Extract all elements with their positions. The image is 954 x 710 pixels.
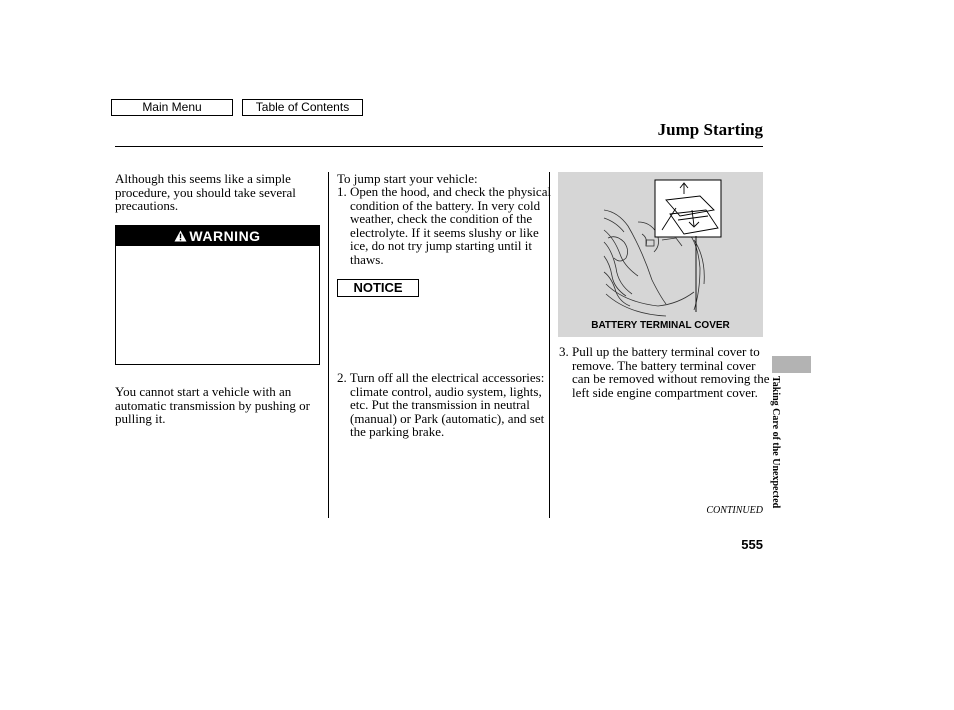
warning-triangle-icon (174, 230, 187, 242)
page-title: Jump Starting (657, 120, 763, 139)
warning-box (115, 225, 320, 365)
continued-label: CONTINUED (706, 505, 763, 516)
section-tab-marker (772, 356, 811, 373)
notice-label: NOTICE (337, 279, 419, 297)
automatic-transmission-note: You cannot start a vehicle with an automatic transmission by pushing or pulling it. (115, 384, 310, 426)
page-number: 555 (741, 537, 763, 552)
intro-paragraph: Although this seems like a simple procedure, you should take several precautions. (115, 171, 296, 213)
warning-label: WARNING (189, 228, 261, 244)
table-of-contents-button[interactable]: Table of Contents (242, 99, 363, 116)
figure-label: BATTERY TERMINAL COVER (591, 320, 730, 331)
steps-heading: To jump start your vehicle: (337, 171, 478, 186)
section-tab-label: Taking Care of the Unexpected (770, 376, 781, 509)
warning-header (116, 226, 319, 246)
battery-terminal-cover-illustration (558, 172, 763, 337)
header-rule (115, 146, 763, 147)
engine-bay-drawing (558, 172, 763, 337)
step-2: 2. Turn off all the electrical accessories: climate control, audio system, lights, etc. Put the transmission in neutral (manual) or Park (automatic), and set the parking brake. (337, 370, 545, 439)
main-menu-button[interactable]: Main Menu (111, 99, 233, 116)
column-divider-1 (328, 172, 329, 518)
step-3: 3. Pull up the battery terminal cover to remove. The battery terminal cover can be removed without removing the left side engine compartment cover. (559, 344, 770, 400)
step-1: 1. Open the hood, and check the physical condition of the battery. In very cold weather, check the condition of the electrolyte. If it seems slushy or like ice, do not try jump starting until it thaws. (337, 184, 552, 267)
